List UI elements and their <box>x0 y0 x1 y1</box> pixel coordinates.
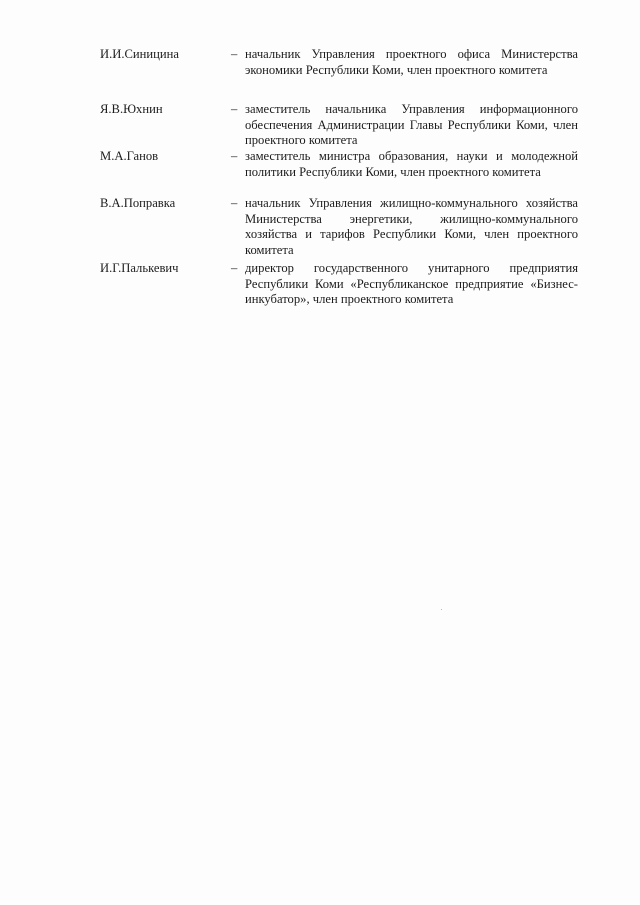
member-position: заместитель начальника Управления информационного обеспечения Администрации Главы Республики Коми, член проектного комитета <box>245 102 578 148</box>
scan-speck <box>441 609 442 610</box>
member-dash: – <box>231 196 238 210</box>
member-position: директор государственного унитарного предприятия Республики Коми «Республиканское предприятие «Бизнес-инкубатор», член проектного комитета <box>245 261 578 307</box>
member-name: И.Г.Палькевич <box>100 261 179 275</box>
member-position: начальник Управления жилищно-коммунального хозяйства Министерства энергетики, жилищно-коммунального хозяйства и тарифов Республики Коми, член проектного комитета <box>245 196 578 257</box>
member-name: Я.В.Юхнин <box>100 102 163 116</box>
member-position: начальник Управления проектного офиса Министерства экономики Республики Коми, член проектного комитета <box>245 47 578 77</box>
member-dash: – <box>231 102 238 116</box>
member-position: заместитель министра образования, науки и молодежной политики Республики Коми, член проектного комитета <box>245 149 578 179</box>
member-name: И.И.Синицина <box>100 47 179 61</box>
member-dash: – <box>231 149 238 163</box>
member-name: М.А.Ганов <box>100 149 159 163</box>
member-name: В.А.Поправка <box>100 196 176 210</box>
member-dash: – <box>231 261 238 275</box>
member-dash: – <box>231 47 238 61</box>
